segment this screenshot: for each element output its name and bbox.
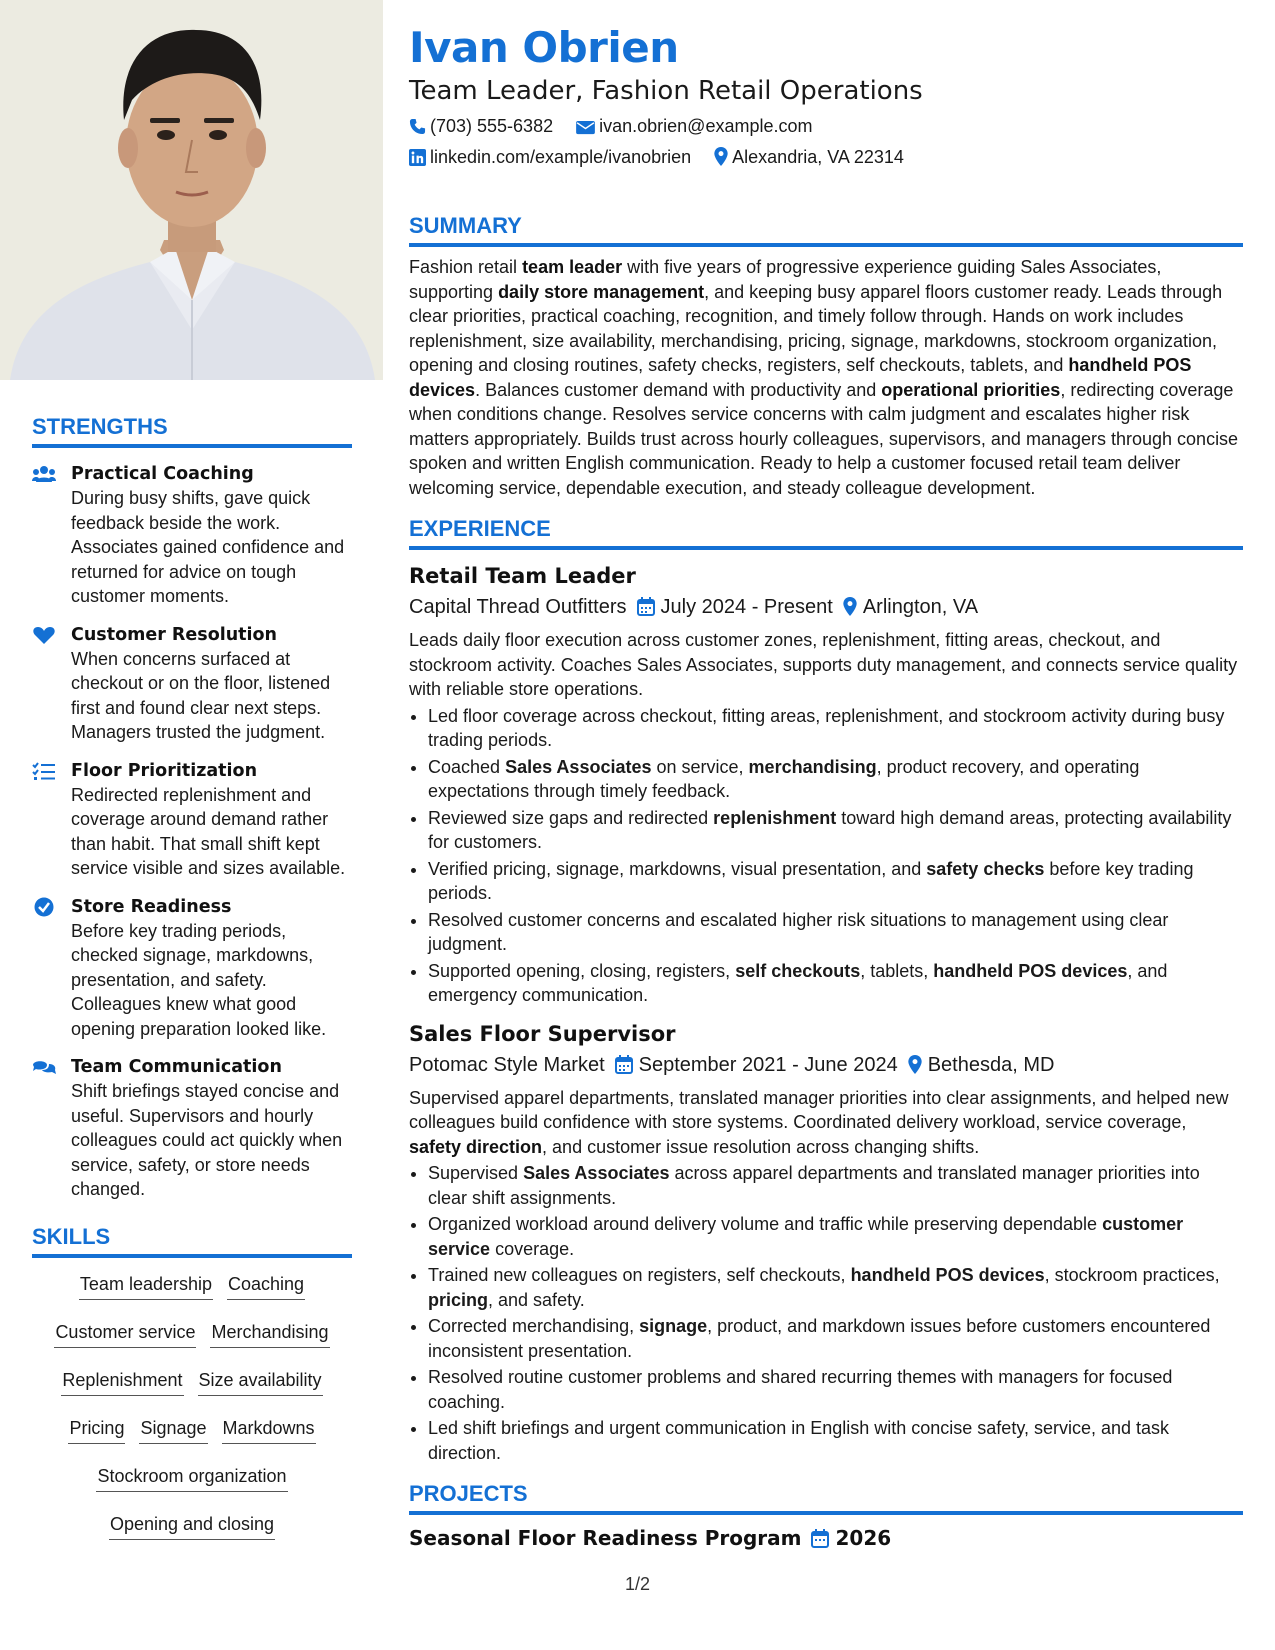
job-bullets bbox=[409, 1161, 1243, 1465]
skill-tag: Team leadership bbox=[79, 1272, 213, 1300]
bullet-item: • Trained new colleagues on registers, self checkouts, handheld POS devices, stockroom practices, pricing, and safety. bbox=[428, 1263, 1243, 1312]
page-indicator: 1/2 bbox=[624, 1574, 651, 1594]
linkedin-icon bbox=[409, 149, 426, 166]
map-pin-icon bbox=[714, 147, 728, 166]
job-meta bbox=[409, 1050, 1243, 1080]
phone-icon bbox=[409, 118, 426, 135]
project-entry bbox=[409, 1525, 1243, 1551]
strength-item bbox=[32, 1055, 352, 1202]
bullet-item: • Corrected merchandising, signage, product, and markdown issues before customers encountered inconsistent presentation. bbox=[428, 1314, 1243, 1363]
strength-title: Practical Coaching bbox=[71, 464, 254, 484]
bullet-item: • Organized workload around delivery volume and traffic while preserving dependable customer service coverage. bbox=[428, 1212, 1243, 1261]
summary-section bbox=[409, 213, 1243, 500]
strength-title: Customer Resolution bbox=[71, 624, 278, 645]
skill-tag: Size availability bbox=[198, 1368, 323, 1396]
skill-tag: Opening and closing bbox=[109, 1512, 275, 1540]
skill-tag: Coaching bbox=[227, 1272, 305, 1300]
heart-icon bbox=[32, 625, 56, 645]
bullet-item: • Coached Sales Associates on service, merchandising, product recovery, and operating expectations through timely feedback. bbox=[428, 755, 1243, 804]
projects-section bbox=[409, 1481, 1243, 1551]
strength-item bbox=[32, 895, 352, 1042]
strength-item bbox=[32, 759, 352, 881]
bullet-item: • Verified pricing, signage, markdowns, visual presentation, and safety checks before key trading periods. bbox=[428, 857, 1243, 906]
contact-row bbox=[409, 145, 1243, 169]
headline-title: Team Leader, Fashion Retail Operations bbox=[409, 76, 923, 106]
skill-tag: Signage bbox=[139, 1416, 207, 1444]
job-entry bbox=[409, 1020, 1243, 1466]
job-description: Leads daily floor execution across customer zones, replenishment, fitting areas, checkout, and stockroom activity. Coaches Sales Associates, supports duty management, and connects service quality with reliable store operations. bbox=[409, 630, 1238, 699]
skill-tag: Replenishment bbox=[61, 1368, 183, 1396]
strength-description: Redirected replenishment and coverage around demand rather than habit. That small shift kept service visible and sizes available. bbox=[71, 784, 346, 878]
job-description: Supervised apparel departments, translated manager priorities into clear assignments, and helped new colleagues build confidence with store systems. Coordinated delivery workload, service coverage, safety direction, and customer issue resolution across changing shifts. bbox=[409, 1087, 1229, 1157]
job-entry bbox=[409, 562, 1243, 1008]
strengths-heading: STRENGTHS bbox=[32, 414, 352, 448]
strength-description: When concerns surfaced at checkout or on the floor, listened first and found clear next steps. Managers trusted the judgment. bbox=[71, 648, 331, 742]
company-name: Potomac Style Market bbox=[409, 1053, 605, 1076]
candidate-name: Ivan Obrien bbox=[409, 23, 679, 72]
job-bullets bbox=[409, 704, 1243, 1008]
map-pin-icon bbox=[908, 1055, 922, 1074]
linkedin-text: linkedin.com/example/ivanobrien bbox=[430, 147, 692, 167]
skill-row bbox=[32, 1272, 352, 1300]
location-text: Alexandria, VA 22314 bbox=[732, 147, 904, 167]
envelope-icon bbox=[576, 120, 595, 135]
email-contact[interactable] bbox=[576, 114, 812, 138]
skill-row bbox=[32, 1512, 352, 1540]
project-title: Seasonal Floor Readiness Program bbox=[409, 1526, 802, 1550]
projects-heading: PROJECTS bbox=[409, 1481, 1243, 1515]
skill-row bbox=[32, 1320, 352, 1348]
contact-row bbox=[409, 114, 1243, 138]
email-text: ivan.obrien@example.com bbox=[599, 116, 813, 136]
chat-icon bbox=[32, 1057, 56, 1077]
check-circle-icon bbox=[32, 897, 56, 917]
linkedin-contact[interactable] bbox=[409, 145, 691, 169]
job-location: Arlington, VA bbox=[862, 596, 979, 618]
bullet-item: • Led shift briefings and urgent communication in English with concise safety, service, and task direction. bbox=[428, 1416, 1243, 1465]
skill-tag: Markdowns bbox=[222, 1416, 316, 1444]
experience-heading: EXPERIENCE bbox=[409, 516, 1243, 550]
strength-description: During busy shifts, gave quick feedback beside the work. Associates gained confidence and returned for advice on tough customer moments. bbox=[71, 488, 345, 606]
skill-row bbox=[32, 1416, 352, 1444]
strength-description: Shift briefings stayed concise and useful. Supervisors and hourly colleagues could act quickly when service, safety, or store needs changed. bbox=[71, 1081, 343, 1199]
strength-item bbox=[32, 623, 352, 745]
job-dates: July 2024 - Present bbox=[660, 596, 833, 618]
skill-tag: Pricing bbox=[68, 1416, 125, 1444]
summary-heading: SUMMARY bbox=[409, 213, 1243, 247]
bullet-item: • Supported opening, closing, registers, self checkouts, tablets, handheld POS devices, and emergency communication. bbox=[428, 959, 1243, 1008]
calendar-icon bbox=[637, 597, 655, 616]
skill-tag: Customer service bbox=[54, 1320, 196, 1348]
strength-item bbox=[32, 462, 352, 609]
strength-title: Store Readiness bbox=[71, 896, 232, 917]
company-name: Capital Thread Outfitters bbox=[409, 596, 627, 618]
phone-text: (703) 555-6382 bbox=[430, 116, 554, 136]
project-year: 2026 bbox=[835, 1526, 892, 1550]
skill-row bbox=[32, 1368, 352, 1396]
experience-section bbox=[409, 516, 1243, 1465]
skills-heading: SKILLS bbox=[32, 1224, 352, 1258]
phone-contact[interactable] bbox=[409, 114, 553, 138]
location-contact bbox=[714, 145, 904, 169]
bullet-item: • Resolved routine customer problems and shared recurring themes with managers for focused coaching. bbox=[428, 1365, 1243, 1414]
strength-title: Floor Prioritization bbox=[71, 760, 258, 781]
profile-photo bbox=[0, 0, 383, 380]
calendar-icon bbox=[811, 1529, 829, 1548]
job-title: Retail Team Leader bbox=[409, 564, 636, 588]
job-title: Sales Floor Supervisor bbox=[409, 1021, 676, 1046]
bullet-item: • Resolved customer concerns and escalated higher risk situations to management using clear judgment. bbox=[428, 908, 1243, 957]
skill-row bbox=[32, 1464, 352, 1492]
summary-text: Fashion retail team leader with five years of progressive experience guiding Sales Associates, supporting daily store management, and keeping busy apparel floors customer ready. Leads through clear priorities, practical coaching, recognition, and timely follow through. Hands on work includes replenishment, size availability, merchandising, pricing, signage, markdowns, stockroom organization, opening and closing routines, safety checks, registers, self checkouts, tablets, and handheld POS devices. Balances customer demand with productivity and operational priorities, redirecting coverage when conditions change. Resolves service concerns with calm judgment and escalates higher risk matters appropriately. Builds trust across hourly colleagues, supervisors, and managers through concise spoken and written English communication. Ready to help a customer focused retail team deliver welcoming service, dependable execution, and steady colleague development. bbox=[409, 257, 1239, 498]
map-pin-icon bbox=[843, 597, 857, 616]
job-location: Bethesda, MD bbox=[927, 1053, 1055, 1076]
skill-tag: Merchandising bbox=[210, 1320, 329, 1348]
calendar-icon bbox=[615, 1055, 633, 1074]
bullet-item: • Supervised Sales Associates across apparel departments and translated manager priorities into clear shift assignments. bbox=[428, 1161, 1243, 1210]
right-column bbox=[409, 22, 1243, 1551]
list-check-icon bbox=[32, 761, 56, 781]
portrait-illustration bbox=[0, 0, 383, 380]
bullet-item: • Led floor coverage across checkout, fitting areas, replenishment, and stockroom activity during busy trading periods. bbox=[428, 704, 1243, 753]
users-icon bbox=[32, 464, 56, 484]
skills-list bbox=[32, 1272, 352, 1540]
strength-description: Before key trading periods, checked signage, markdowns, presentation, and safety. Colleagues knew what good opening preparation looked like. bbox=[71, 920, 327, 1039]
strength-title: Team Communication bbox=[71, 1057, 282, 1077]
left-column bbox=[32, 414, 352, 1560]
job-dates: September 2021 - June 2024 bbox=[638, 1053, 898, 1076]
bullet-item: • Reviewed size gaps and redirected replenishment toward high demand areas, protecting availability for customers. bbox=[428, 806, 1243, 855]
skill-tag: Stockroom organization bbox=[96, 1464, 287, 1492]
job-meta bbox=[409, 592, 1243, 622]
